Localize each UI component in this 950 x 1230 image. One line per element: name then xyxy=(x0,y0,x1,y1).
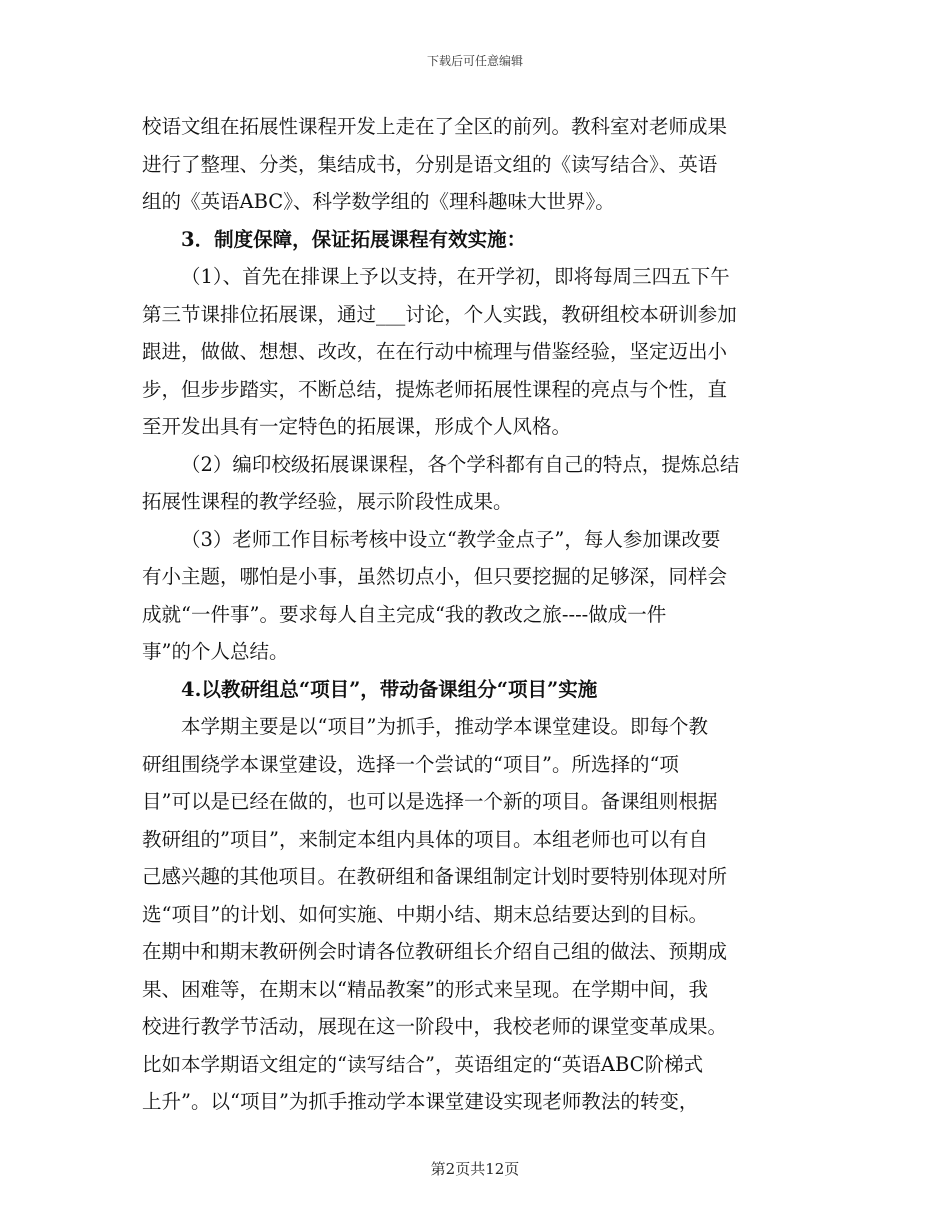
document-body xyxy=(142,108,810,1121)
body-line-26: 比如本学期语文组定的“读写结合”，英语组定的“英语ABC阶梯式 xyxy=(142,1052,704,1076)
body-line-8: 步，但步步踏实，不断总结，提炼老师拓展性课程的亮点与个性，直 xyxy=(142,377,728,401)
body-line-11: 拓展性课程的教学经验，展示阶段性成果。 xyxy=(142,490,513,513)
body-line-22: 选“项目”的计划、如何实施、中期小结、期末总结要达到的目标。 xyxy=(142,902,708,926)
body-line-12: （3）老师工作目标考核中设立“教学金点子”，每人参加课改要 xyxy=(181,527,721,551)
body-line-3: 组的《英语ABC》、科学数学组的《理科趣味大世界》。 xyxy=(142,190,615,213)
page-header: 下载后可任意编辑 xyxy=(426,54,523,68)
body-line-14: 成就“一件事”。要求每人自主完成“我的教改之旅----做成一件 xyxy=(142,602,667,626)
body-line-5: （1）、首先在排课上予以支持，在开学初，即将每周三四五下午 xyxy=(181,265,730,288)
body-line-24: 果、困难等，在期末以“精品教案”的形式来呈现。在学期中间，我 xyxy=(142,977,708,1001)
section-heading-4: 4.以教研组总“项目”，带动备课组分“项目”实施 xyxy=(181,677,598,701)
body-line-6: 第三节课排位拓展课，通过___讨论，个人实践，教研组校本研训参加 xyxy=(142,302,737,326)
body-line-13: 有小主题，哪怕是小事，虽然切点小，但只要挖掘的足够深，同样会 xyxy=(142,565,728,588)
body-line-19: 目”可以是已经在做的，也可以是选择一个新的项目。备课组则根据 xyxy=(142,790,718,813)
body-line-27: 上升”。以“项目”为抓手推动学本课堂建设实现老师教法的转变， xyxy=(142,1090,699,1113)
body-line-9: 至开发出具有一定特色的拓展课，形成个人风格。 xyxy=(142,415,572,438)
body-line-25: 校进行教学节活动，展现在这一阶段中，我校老师的课堂变革成果。 xyxy=(142,1015,728,1038)
body-line-18: 研组围绕学本课堂建设，选择一个尝试的“项目”。所选择的“项 xyxy=(142,752,679,776)
page-number: 第2页共12页 xyxy=(430,1160,520,1178)
body-line-21: 己感兴趣的其他项目。在教研组和备课组制定计划时要特别体现对所 xyxy=(142,865,728,888)
body-line-15: 事”的个人总结。 xyxy=(142,640,289,663)
section-heading-3: 3．制度保障，保证拓展课程有效实施： xyxy=(181,227,527,251)
body-line-1: 校语文组在拓展性课程开发上走在了全区的前列。教科室对老师成果 xyxy=(142,115,728,138)
body-line-2: 进行了整理、分类，集结成书，分别是语文组的《读写结合》、英语 xyxy=(142,152,718,176)
body-line-7: 跟进，做做、想想、改改，在在行动中梳理与借鉴经验，坚定迈出小 xyxy=(142,340,728,363)
body-line-20: 教研组的”项目”，来制定本组内具体的项目。本组老师也可以有自 xyxy=(142,827,708,851)
body-line-23: 在期中和期末教研例会时请各位教研组长介绍自己组的做法、预期成 xyxy=(142,940,728,963)
body-line-10: （2）编印校级拓展课课程，各个学科都有自己的特点，提炼总结 xyxy=(181,452,740,476)
body-line-17: 本学期主要是以“项目”为抓手，推动学本课堂建设。即每个教 xyxy=(181,715,708,738)
